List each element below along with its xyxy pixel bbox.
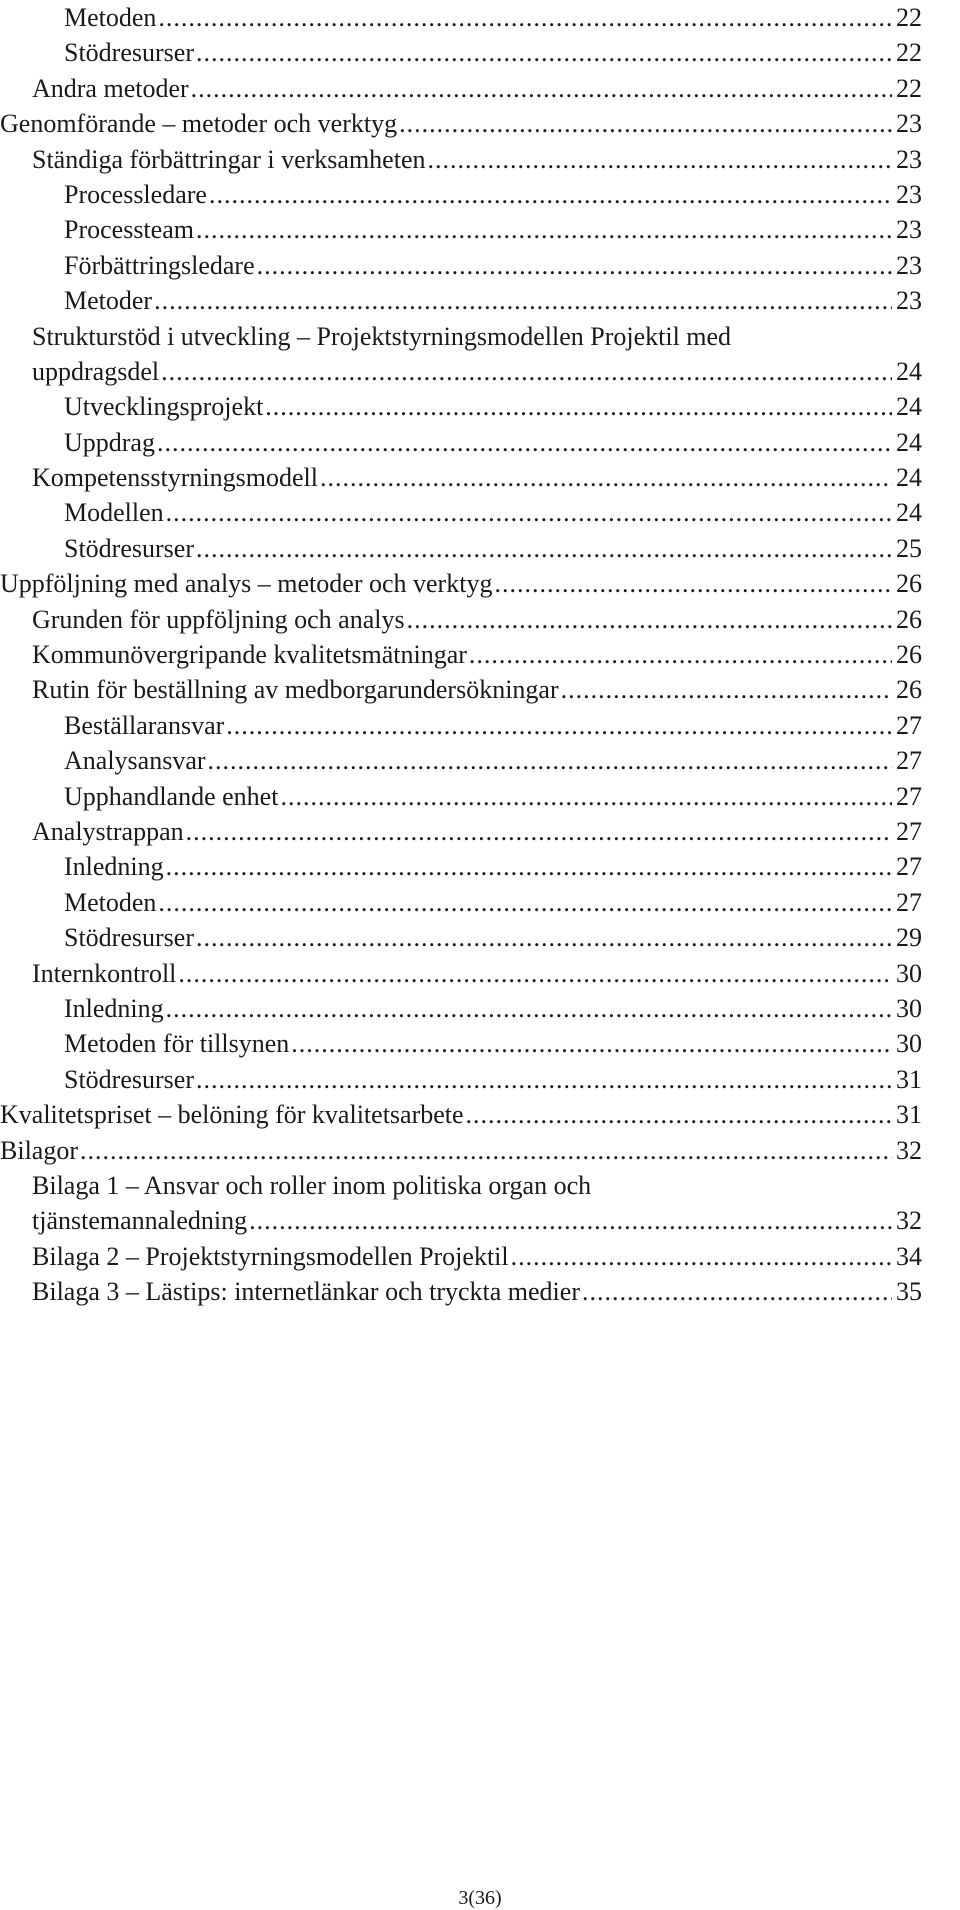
toc-entry-title: Stödresurser — [64, 533, 194, 563]
toc-entry-page: 27 — [896, 816, 922, 846]
dot-leader — [166, 495, 892, 530]
toc-entry-page: 23 — [896, 286, 922, 316]
toc-entry-page: 31 — [896, 1064, 922, 1094]
toc-entry-title: Strukturstöd i utveckling – Projektstyrningsmodellen Projektil med — [32, 321, 732, 351]
toc-entry-title: Utvecklingsprojekt — [64, 392, 264, 422]
toc-entry-page: 27 — [896, 710, 922, 740]
toc-entry[interactable] — [0, 1239, 922, 1274]
dot-leader — [196, 1062, 892, 1097]
dot-leader — [178, 956, 892, 991]
toc-entry-title: Stödresurser — [64, 923, 194, 953]
toc-entry-page: 27 — [896, 887, 922, 917]
toc-entry[interactable] — [0, 637, 922, 672]
dot-leader — [427, 142, 892, 177]
toc-entry-page: 23 — [896, 179, 922, 209]
toc-entry-title: Bilaga 1 – Ansvar och roller inom politiska organ och — [32, 1170, 592, 1200]
toc-entry-page: 30 — [896, 993, 922, 1023]
toc-entry[interactable] — [0, 283, 922, 318]
dot-leader — [196, 920, 892, 955]
dot-leader — [407, 602, 892, 637]
dot-leader — [196, 212, 892, 247]
toc-entry[interactable] — [0, 1062, 922, 1097]
toc-entry[interactable] — [0, 1097, 922, 1132]
toc-entry[interactable] — [0, 212, 922, 247]
dot-leader — [186, 814, 892, 849]
toc-entry[interactable] — [0, 602, 922, 637]
toc-entry[interactable] — [0, 1168, 922, 1239]
toc-entry-page: 34 — [896, 1241, 922, 1271]
toc-entry[interactable] — [0, 566, 922, 601]
toc-entry-page: 35 — [896, 1277, 922, 1307]
toc-entry-page: 32 — [896, 1206, 922, 1236]
toc-entry-page: 22 — [896, 73, 922, 103]
dot-leader — [196, 531, 892, 566]
toc-entry-page: 26 — [896, 675, 922, 705]
dot-leader — [466, 1097, 892, 1132]
dot-leader — [469, 637, 892, 672]
dot-leader — [226, 708, 892, 743]
toc-entry-page: 26 — [896, 569, 922, 599]
toc-entry-page: 22 — [896, 3, 922, 32]
toc-entry[interactable] — [0, 319, 922, 390]
toc-entry-page: 24 — [896, 427, 922, 457]
toc-entry-page: 25 — [896, 533, 922, 563]
toc-entry-page: 30 — [896, 958, 922, 988]
toc-entry[interactable] — [0, 177, 922, 212]
toc-entry-title: Processledare — [64, 179, 207, 209]
toc-entry-page: 27 — [896, 781, 922, 811]
dot-leader — [582, 1274, 892, 1309]
dot-leader — [494, 566, 892, 601]
toc-entry-page: 23 — [896, 109, 922, 139]
dot-leader — [80, 1133, 892, 1168]
dot-leader — [561, 672, 892, 707]
toc-entry-title: Bilaga 2 – Projektstyrningsmodellen Projektil — [32, 1241, 509, 1271]
toc-entry-title: Andra metoder — [32, 73, 189, 103]
toc-entry-title: Genomförande – metoder och verktyg — [0, 109, 398, 139]
toc-entry-page: 29 — [896, 923, 922, 953]
toc-entry-title-continued: uppdragsdel — [32, 356, 160, 386]
toc-entry-title: Beställaransvar — [64, 710, 225, 740]
toc-entry[interactable] — [0, 708, 922, 743]
toc-entry-page: 24 — [896, 463, 922, 493]
toc-entry[interactable] — [0, 248, 922, 283]
toc-entry[interactable] — [0, 425, 922, 460]
dot-leader — [208, 743, 892, 778]
toc-entry-page: 23 — [896, 215, 922, 245]
toc-entry-page: 27 — [896, 852, 922, 882]
toc-entry[interactable] — [0, 672, 922, 707]
dot-leader — [196, 35, 892, 70]
toc-entry-page: 24 — [896, 356, 922, 386]
dot-leader — [157, 425, 892, 460]
dot-leader — [154, 283, 892, 318]
toc-entry-page: 26 — [896, 640, 922, 670]
toc-entry-title: Inledning — [64, 852, 164, 882]
toc-entry-page: 30 — [896, 1029, 922, 1059]
toc-entry-title-continued: tjänstemannaledning — [32, 1206, 248, 1236]
dot-leader — [320, 460, 892, 495]
toc-entry-title: Grunden för uppföljning och analys — [32, 604, 405, 634]
toc-entry[interactable] — [0, 814, 922, 849]
toc-entry[interactable] — [0, 71, 922, 106]
toc-entry-page: 27 — [896, 746, 922, 776]
toc-entry-page: 31 — [896, 1100, 922, 1130]
toc-entry-title: Ständiga förbättringar i verksamheten — [32, 144, 426, 174]
toc-entry[interactable] — [0, 531, 922, 566]
toc-entry-page: 26 — [896, 604, 922, 634]
dot-leader — [280, 779, 892, 814]
toc-entry[interactable] — [0, 0, 922, 35]
toc-entry[interactable] — [0, 991, 922, 1026]
toc-entry-title: Stödresurser — [64, 1064, 194, 1094]
dot-leader — [511, 1239, 892, 1274]
toc-entry-page: 22 — [896, 38, 922, 68]
toc-entry-title: Metoden — [64, 887, 157, 917]
toc-entry-page: 24 — [896, 392, 922, 422]
toc-entry[interactable] — [0, 956, 922, 991]
dot-leader — [166, 849, 892, 884]
toc-entry[interactable] — [0, 885, 922, 920]
toc-entry[interactable] — [0, 779, 922, 814]
dot-leader — [399, 106, 892, 141]
toc-entry[interactable] — [0, 460, 922, 495]
toc-entry-title: Metoden för tillsynen — [64, 1029, 290, 1059]
dot-leader — [161, 354, 892, 389]
toc-entry-title: Upphandlande enhet — [64, 781, 279, 811]
toc-entry[interactable] — [0, 920, 922, 955]
toc-entry-page: 24 — [896, 498, 922, 528]
toc-entry-title: Analysansvar — [64, 746, 206, 776]
dot-leader — [158, 0, 892, 35]
toc-entry[interactable] — [0, 1133, 922, 1168]
toc-entry-title: Kvalitetspriset – belöning för kvalitetsarbete — [0, 1100, 464, 1130]
toc-entry[interactable] — [0, 35, 922, 70]
toc-entry[interactable] — [0, 106, 922, 141]
dot-leader — [166, 991, 892, 1026]
page-number-footer: 3(36) — [458, 1887, 502, 1909]
toc-entry-page: 32 — [896, 1135, 922, 1165]
toc-entry-title: Kommunövergripande kvalitetsmätningar — [32, 640, 467, 670]
toc-entry[interactable] — [0, 743, 922, 778]
dot-leader — [209, 177, 892, 212]
toc-entry-title: Inledning — [64, 993, 164, 1023]
dot-leader — [265, 389, 892, 424]
toc-entry-page: 23 — [896, 250, 922, 280]
toc-entry[interactable] — [0, 142, 922, 177]
toc-entry[interactable] — [0, 849, 922, 884]
toc-entry-title: Modellen — [64, 498, 164, 528]
dot-leader — [191, 71, 892, 106]
toc-entry-title: Metoder — [64, 286, 153, 316]
dot-leader — [291, 1026, 892, 1061]
dot-leader — [257, 248, 892, 283]
toc-entry-title: Uppföljning med analys – metoder och verktyg — [0, 569, 493, 599]
toc-entry[interactable] — [0, 389, 922, 424]
toc-entry-title: Uppdrag — [64, 427, 155, 457]
toc-entry-title: Bilagor — [0, 1135, 78, 1165]
toc-entry-title: Analystrappan — [32, 816, 184, 846]
toc-entry-title: Metoden — [64, 3, 157, 32]
toc-entry-title: Processteam — [64, 215, 194, 245]
toc-entry[interactable] — [0, 1026, 922, 1061]
dot-leader — [249, 1203, 892, 1238]
toc-entry-title: Kompetensstyrningsmodell — [32, 463, 318, 493]
toc-entry-title: Internkontroll — [32, 958, 177, 988]
toc-entry-title: Förbättringsledare — [64, 250, 255, 280]
toc-entry-page: 23 — [896, 144, 922, 174]
toc-entry-title: Bilaga 3 – Lästips: internetlänkar och tryckta medier — [32, 1277, 580, 1307]
toc-entry[interactable] — [0, 495, 922, 530]
toc-entry-title: Stödresurser — [64, 38, 194, 68]
dot-leader — [158, 885, 892, 920]
toc-entry[interactable] — [0, 1274, 922, 1309]
toc-entry-title: Rutin för beställning av medborgarundersökningar — [32, 675, 559, 705]
